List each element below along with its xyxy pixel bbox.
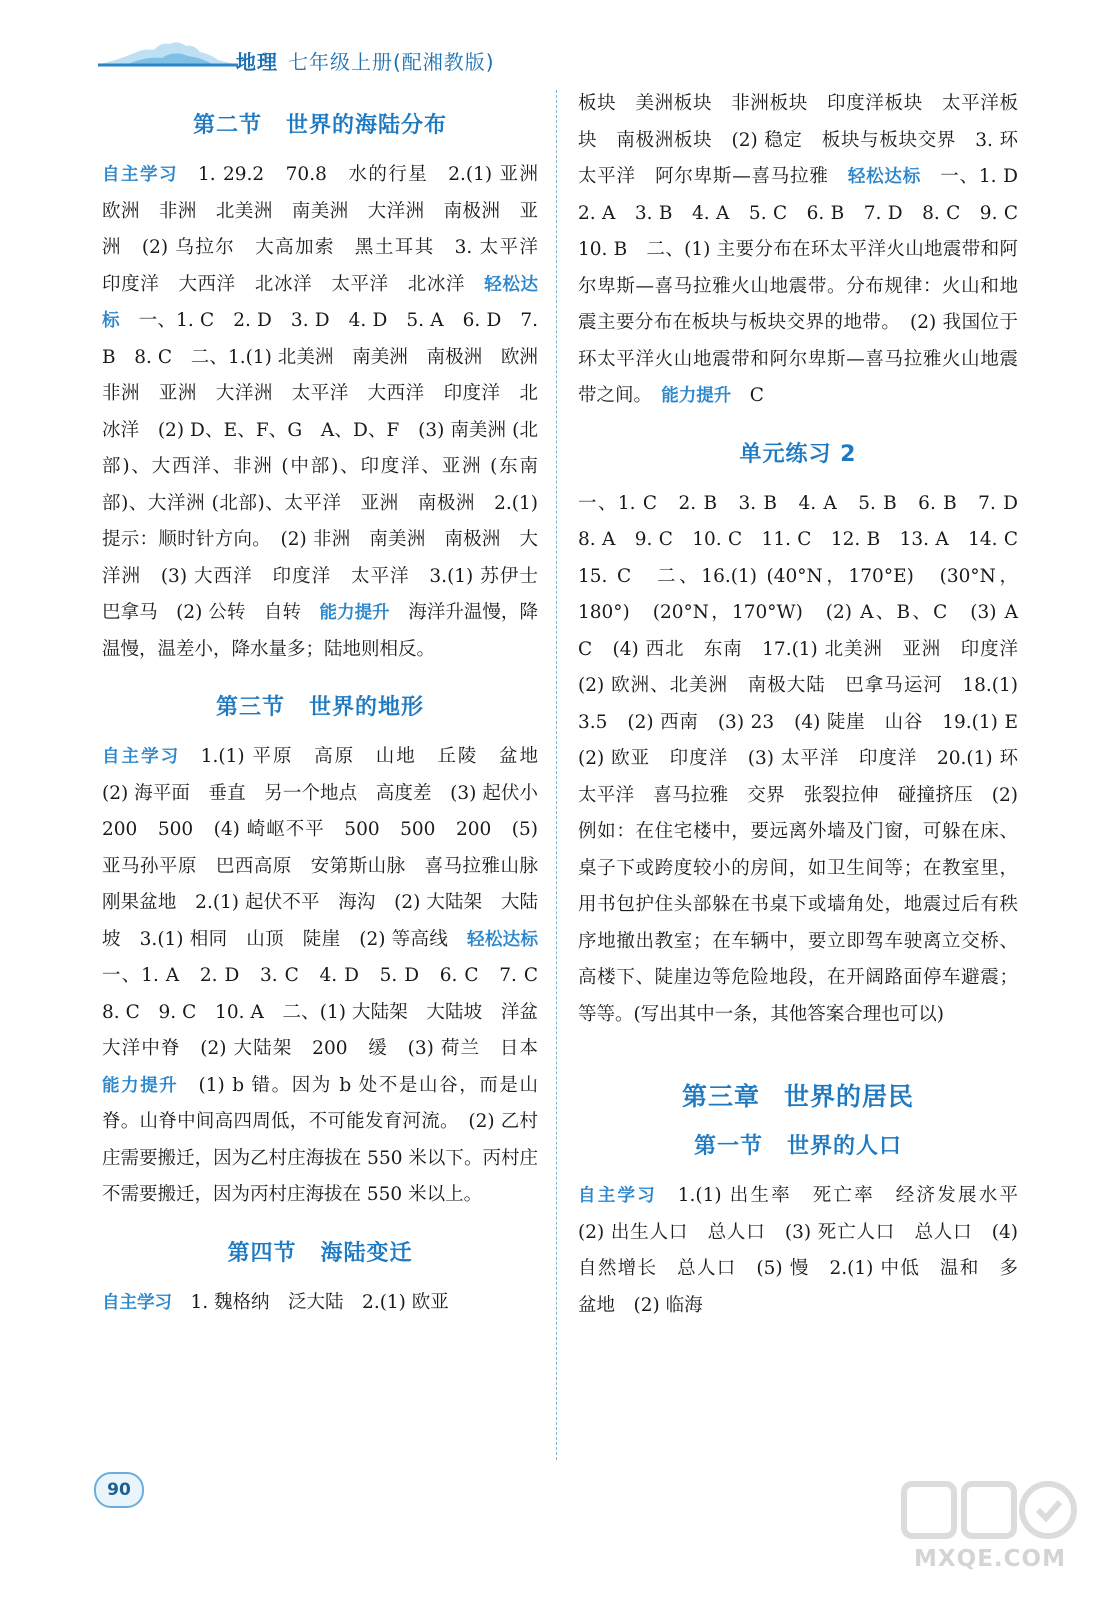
answer-text: 1. 29.2 70.8 水的行星 2.(1) 亚洲 欧洲 非洲 北美洲 南美洲 大洋洲 南极洲 亚洲 (2) 乌拉尔 大高加索 黑土耳其 3. 太平洋 印度洋 大西洋 北冰洋 太平洋 北冰洋 [102,164,557,295]
answer-text: 一、1. C 2. B 3. B 4. A 5. B 6. B 7. D 8. A 9. C 10. C 11. C 12. B 13. A 14. C 15. C 二、16.(1) (40°N，170°E) (30°N，180°) (20°N，170°W) (2) A、B、C (3) A C (4) 西北 东南 17.(1) 北美洲 亚洲 印度洋 (2) 欧洲、北美洲 南极大陆 巴拿马运河 18.(1) 3.5 (2) 西南 (3) 23 (4) 陡崖 山谷 19.(1) E (2) 欧亚 印度洋 (3) 太平洋 印度洋 20.(1) 环太平洋 喜马拉雅 交界 张裂拉伸 碰撞挤压 (2) 例如：在住宅楼中，要远离外墙及门窗，可躲在床、桌子下或跨度较小的房间，如卫生间等；在教室里，用书包护住头部躲在书桌下或墙角处，地震过后有秩序地撤出教室；在车辆中，要立即驾车驶离立交桥、高楼下、陡崖边等危险地段，在开阔路面停车避震；等等。(写出其中一条，其他答案合理也可以) [578,492,1037,1025]
section-name: 海陆变迁 [320,1240,413,1266]
tag-easy-target: 轻松达标 [847,167,921,187]
watermark-icon [900,1478,1080,1548]
answer-paragraph [578,1178,1037,1324]
answer-paragraph [102,1285,538,1322]
cloud-mountain-icon [98,38,238,78]
tag-self-study: 自主学习 [102,165,178,185]
answer-text: 板块 美洲板块 非洲板块 印度洋板块 太平洋板块 南极洲板块 (2) 稳定 板块与板块交界 3. 环太平洋 阿尔卑斯—喜马拉雅 [578,93,1018,187]
tag-ability: 能力提升 [102,1075,179,1096]
section-name: 世界的地形 [309,695,425,720]
tag-self-study: 自主学习 [102,747,181,767]
unit-exercise-title: 单元练习 2 [739,441,857,467]
section-name: 世界的海陆分布 [286,113,448,138]
tag-ability: 能力提升 [661,386,732,406]
section-title-ch3-1 [578,1129,1018,1160]
answer-paragraph [578,86,1037,415]
section-title-2 [102,108,538,139]
tag-self-study: 自主学习 [102,1292,172,1313]
answer-text: 一、1. A 2. D 3. C 4. D 5. D 6. C 7. C 8. C 9. C 10. A 二、(1) 大陆架 大陆坡 洋盆 大洋中脊 (2) 大陆架 200 缓 (3) 荷兰 日本 [102,965,557,1059]
section-number: 第二节 [192,113,262,138]
answer-text: C [749,385,764,406]
answer-text: 一、1. C 2. D 3. D 4. D 5. A 6. D 7. B 8. C 二、1.(1) 北美洲 南美洲 南极洲 欧洲 非洲 亚洲 大洋洲 太平洋 大西洋 印度洋 北冰洋 (2) D、E、F、G A、D、F (3) 南美洲 (北部)、大西洋、非洲 (中部)、印度洋、亚洲 (东南部)、大洋洲 (北部)、太平洋 亚洲 南极洲 2.(1) 提示：顺时针方向。 (2) 非洲 南美洲 南极洲 大洋洲 (3) 大西洋 印度洋 太平洋 3.(1) 苏伊士 巴拿马 (2) 公转 自转 [102,310,557,623]
section-number: 第三节 [215,695,285,720]
tag-easy-target: 轻松达标 [102,274,538,331]
right-column [578,86,1037,1324]
book-label: 七年级上册(配湘教版) [288,50,495,74]
section-title-3 [102,690,538,721]
tag-easy-target: 轻松达标 [467,929,538,950]
section-name: 世界的人口 [787,1134,903,1159]
answer-text: 1.(1) 平原 高原 山地 丘陵 盆地 (2) 海平面 垂直 另一个地点 高度差 (3) 起伏小 200 500 (4) 崎岖不平 500 500 200 (5) 亚马孙平原 巴西高原 安第斯山脉 喜马拉雅山脉 刚果盆地 2.(1) 起伏不平 海沟 (2) 大陆架 大陆坡 3.(1) 相同 山顶 陡崖 (2) 等高线 [102,746,557,950]
tag-self-study: 自主学习 [578,1186,657,1206]
page-header [98,38,518,78]
watermark-url: MXQE.COM [914,1546,1066,1572]
subject-label: 地理 [236,50,278,74]
section-number: 第四节 [227,1240,297,1266]
answer-text: 一、1. D 2. A 3. B 4. A 5. C 6. B 7. D 8. C 9. C 10. B 二、(1) 主要分布在环太平洋火山地震带和阿尔卑斯—喜马拉雅火山地震带。分布规律：火山和地震主要分布在板块与板块交界的地带。 (2) 我国位于环太平洋火山地震带和阿尔卑斯—喜马拉雅火山地震带之间。 [578,166,1037,406]
answer-paragraph [102,157,557,668]
answer-text: 海洋升温慢，降温慢，温差小，降水量多；陆地则相反。 [102,602,538,660]
column-divider [556,90,557,1460]
answer-text: (1) b 错。因为 b 处不是山谷，而是山脊。山脊中间高四周低，不可能发育河流。 (2) 乙村庄需要搬迁，因为乙村庄海拔在 550 米以下。丙村庄不需要搬迁，因为丙村庄海拔在 550 米以上。 [102,1074,539,1205]
chapter-number: 第三章 [681,1082,760,1111]
answer-paragraph [102,739,557,1214]
section-title-4 [102,1236,538,1267]
section-number: 第一节 [693,1134,763,1159]
chapter-title [578,1077,1018,1113]
watermark-logo [900,1478,1080,1590]
answer-paragraph [578,486,1037,1034]
page-number: 90 [94,1472,144,1508]
answer-text: 1. 魏格纳 泛大陆 2.(1) 欧亚 [190,1291,449,1313]
tag-ability: 能力提升 [319,603,390,623]
left-column [102,86,557,1321]
answer-text: 1.(1) 出生率 死亡率 经济发展水平 (2) 出生人口 总人口 (3) 死亡人口 总人口 (4) 自然增长 总人口 (5) 慢 2.(1) 中低 温和 多 盆地 (2) 临海 [578,1185,1037,1316]
chapter-name: 世界的居民 [784,1082,915,1111]
header-title [236,46,495,75]
